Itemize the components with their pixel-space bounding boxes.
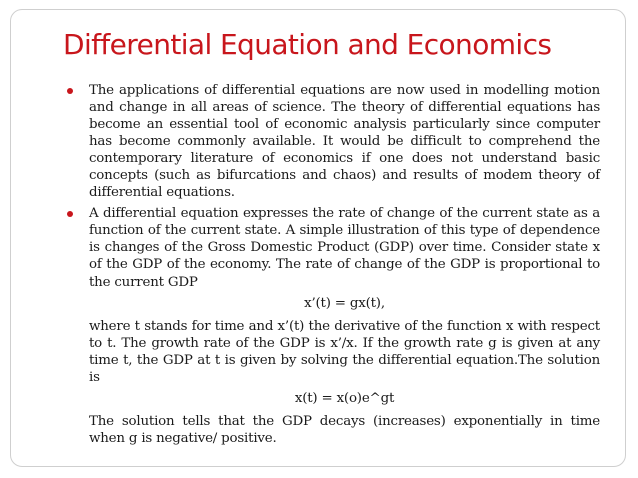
- slide-title: Differential Equation and Economics: [63, 28, 552, 61]
- bullet-text: The applications of differential equations are now used in modelling motion and change in all areas of science. The theory of differential equations has become an essential tool of economic analysis particularly since computer has become commonly available. It would be difficult to comprehend the contemporary literature of economics if one does not understand basic concepts (such as bifurcations and chaos) and results of modem theory of differential equations.: [89, 83, 600, 201]
- bullet-dot-icon: [67, 88, 73, 94]
- solution-equation: x(t) = x(o)e^gt: [294, 390, 395, 406]
- bullet-item-applications: [64, 82, 600, 201]
- slide-body: [64, 82, 600, 447]
- differential-equation: x’(t) = gx(t),: [304, 295, 385, 311]
- bullet-intro-text: A differential equation expresses the rate of change of the current state as a function of the current state. A simple illustration of this type of dependence is changes of the Gross Domestic Product (GDP) over time. Consider state x of the GDP of the economy. The rate of change of the GDP is proportional to the current GDP: [89, 206, 600, 290]
- bullet-middle-text: where t stands for time and x’(t) the derivative of the function x with respect to t. The growth rate of the GDP is x’/x. If the growth rate g is given at any time t, the GDP at t is given by solving the differential equation.The solution is: [89, 318, 600, 385]
- bullet-conclusion-text: The solution tells that the GDP decays (increases) exponentially in time when g is negative/ positive.: [89, 413, 600, 446]
- bullet-item-gdp-example: [64, 205, 600, 447]
- bullet-dot-icon: [67, 211, 73, 217]
